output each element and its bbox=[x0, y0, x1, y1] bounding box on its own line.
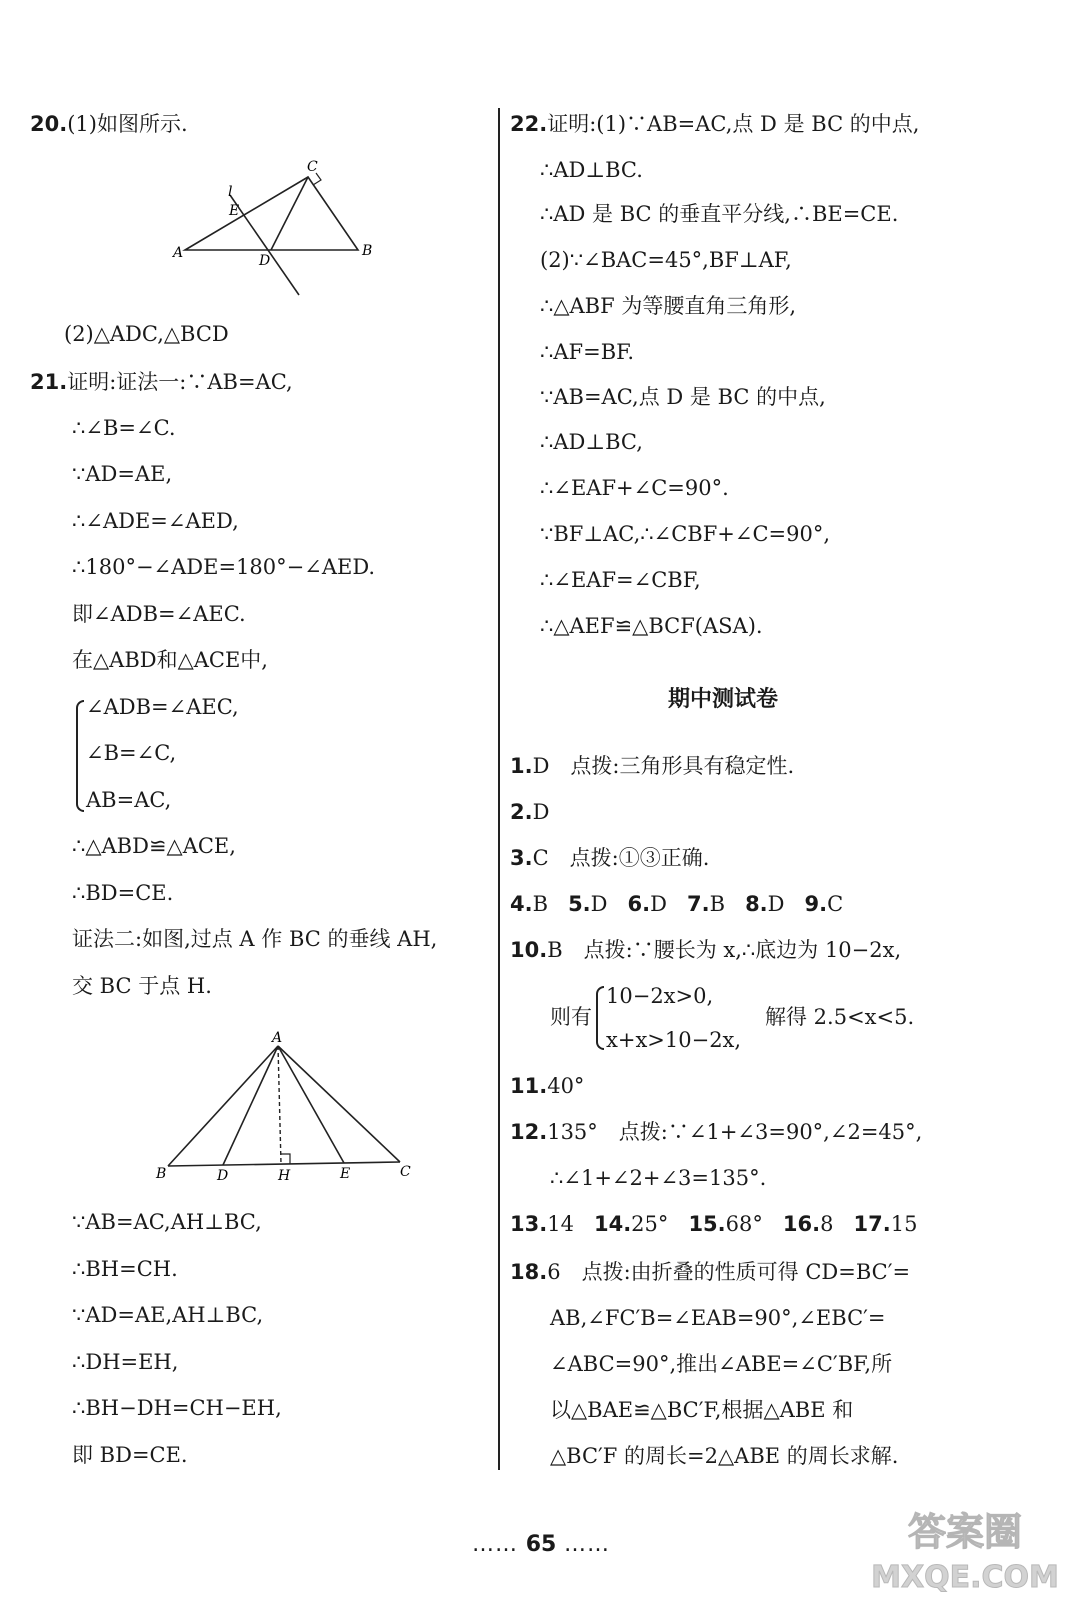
q20-part2: (2)△ADC,△BCD bbox=[64, 322, 229, 346]
label-c: C bbox=[400, 1164, 411, 1180]
answer-10-number: 10. bbox=[510, 938, 548, 962]
answer-10 bbox=[510, 936, 901, 964]
label-d: D bbox=[259, 253, 271, 269]
label-b: B bbox=[362, 243, 373, 259]
answer-10-system-1: 10−2x>0, bbox=[606, 984, 714, 1008]
q21-number: 21. bbox=[30, 370, 68, 394]
q21-line6: 即∠ADB=∠AEC. bbox=[72, 602, 246, 626]
q22-line9: ∴∠EAF+∠C=90°. bbox=[540, 476, 729, 500]
answer-value: B bbox=[532, 892, 549, 916]
q20-part1: (1)如图所示. bbox=[67, 112, 188, 136]
q21-line2: ∴∠B=∠C. bbox=[72, 416, 176, 440]
watermark-logo bbox=[860, 1505, 1070, 1595]
triangle-abc bbox=[185, 177, 358, 250]
q22-line10: ∵BF⊥AC,∴∠CBF+∠C=90°, bbox=[540, 522, 831, 546]
answers-4-to-9 bbox=[510, 890, 843, 918]
answer-18-text: 6 点拨:由折叠的性质可得 CD=BC′= bbox=[547, 1260, 911, 1284]
answers-13-to-17 bbox=[510, 1210, 917, 1238]
answer-value: 15 bbox=[890, 1212, 918, 1236]
q21-line16: ∴BH−DH=CH−EH, bbox=[72, 1396, 282, 1420]
label-a: A bbox=[173, 245, 184, 261]
q21-line5: ∴180°−∠ADE=180°−∠AED. bbox=[72, 555, 376, 579]
q20-line1 bbox=[30, 110, 188, 138]
page-number-value: 65 bbox=[525, 1532, 557, 1557]
label-b: B bbox=[156, 1166, 167, 1182]
answer-2 bbox=[510, 798, 549, 826]
label-e: E bbox=[340, 1166, 351, 1182]
answer-number: 4. bbox=[510, 892, 533, 916]
answer-12-text: 135° 点拨:∵∠1+∠3=90°,∠2=45°, bbox=[547, 1120, 923, 1144]
q22-number: 22. bbox=[510, 112, 548, 136]
q21-system-3: AB=AC, bbox=[86, 788, 172, 812]
answer-11 bbox=[510, 1072, 584, 1100]
q22-line8: ∴AD⊥BC, bbox=[540, 430, 643, 454]
answer-18-line5: △BC′F 的周长=2△ABE 的周长求解. bbox=[550, 1444, 899, 1468]
q22-line4: (2)∵∠BAC=45°,BF⊥AF, bbox=[540, 248, 792, 272]
answer-1-number: 1. bbox=[510, 754, 533, 778]
answer-10-text: B 点拨:∵腰长为 x,∴底边为 10−2x, bbox=[547, 938, 902, 962]
q22-line11: ∴∠EAF=∠CBF, bbox=[540, 568, 701, 592]
q21-system-2: ∠B=∠C, bbox=[86, 741, 177, 765]
watermark-bottom: MXQE.COM bbox=[871, 1560, 1059, 1595]
system-brace-left bbox=[76, 700, 84, 812]
answer-2-text: D bbox=[532, 800, 550, 824]
answer-value: B bbox=[709, 892, 726, 916]
segment-ae bbox=[278, 1046, 344, 1163]
side-ab bbox=[168, 1046, 278, 1166]
answer-2-number: 2. bbox=[510, 800, 533, 824]
answer-18-line3: ∠ABC=90°,推出∠ABE=∠C′BF,所 bbox=[550, 1352, 893, 1376]
answer-value: C bbox=[827, 892, 844, 916]
answer-number: 5. bbox=[568, 892, 591, 916]
base-bc bbox=[168, 1162, 400, 1166]
answer-value: D bbox=[767, 892, 785, 916]
q21-text1: 证明:证法一:∵AB=AC, bbox=[67, 370, 293, 394]
q21-line10: 证法二:如图,过点 A 作 BC 的垂线 AH, bbox=[72, 927, 438, 951]
answer-18-line4: 以△BAE≌△BC′F,根据△ABE 和 bbox=[550, 1398, 854, 1422]
answer-value: 8 bbox=[820, 1212, 834, 1236]
label-h: H bbox=[278, 1168, 291, 1184]
q22-line2: ∴AD⊥BC. bbox=[540, 158, 643, 182]
answer-value: D bbox=[650, 892, 667, 916]
q21-line12: ∵AB=AC,AH⊥BC, bbox=[72, 1210, 262, 1234]
column-divider bbox=[498, 108, 500, 1470]
q22-line3: ∴AD 是 BC 的垂直平分线,∴BE=CE. bbox=[540, 202, 899, 226]
answer-value: D bbox=[590, 892, 608, 916]
answer-11-number: 11. bbox=[510, 1074, 548, 1098]
answer-10-system-2: x+x>10−2x, bbox=[606, 1028, 742, 1052]
section-title: 期中测试卷 bbox=[668, 687, 779, 712]
answer-number: 14. bbox=[593, 1212, 632, 1236]
q21-line17: 即 BD=CE. bbox=[72, 1443, 188, 1467]
q21-line15: ∴DH=EH, bbox=[72, 1350, 179, 1374]
answer-18-number: 18. bbox=[510, 1260, 548, 1284]
q21-line3: ∵AD=AE, bbox=[72, 462, 173, 486]
answer-number: 6. bbox=[627, 892, 651, 916]
answer-10-then: 则有 bbox=[550, 1005, 592, 1029]
answer-1 bbox=[510, 752, 794, 780]
answer-11-text: 40° bbox=[547, 1074, 585, 1098]
q22-line1 bbox=[510, 110, 919, 138]
answer-3-text: C 点拨:①③正确. bbox=[532, 846, 710, 870]
q22-line5: ∴△ABF 为等腰直角三角形, bbox=[540, 294, 797, 318]
segment-ad bbox=[223, 1046, 278, 1165]
figure-triangle-abc-altitude-ah bbox=[150, 1030, 425, 1185]
q20-number: 20. bbox=[30, 112, 68, 136]
answer-12-number: 12. bbox=[510, 1120, 548, 1144]
q21-line11: 交 BC 于点 H. bbox=[72, 974, 212, 998]
answer-18-line2: AB,∠FC′B=∠EAB=90°,∠EBC′= bbox=[550, 1306, 886, 1330]
answer-12-line2: ∴∠1+∠2+∠3=135°. bbox=[550, 1166, 767, 1190]
q21-line7: 在△ABD和△ACE中, bbox=[72, 648, 268, 672]
label-l: l bbox=[228, 184, 233, 200]
q22-line7: ∵AB=AC,点 D 是 BC 的中点, bbox=[540, 385, 826, 409]
answer-3-number: 3. bbox=[510, 846, 533, 870]
answer-value: 68° bbox=[725, 1212, 763, 1236]
answer-number: 15. bbox=[688, 1212, 726, 1236]
answer-number: 16. bbox=[782, 1212, 821, 1236]
q21-system-1: ∠ADB=∠AEC, bbox=[86, 695, 239, 719]
answer-12 bbox=[510, 1118, 922, 1146]
answer-number: 7. bbox=[687, 892, 710, 916]
q21-line9: ∴BD=CE. bbox=[72, 881, 174, 905]
q22-text1: 证明:(1)∵AB=AC,点 D 是 BC 的中点, bbox=[547, 112, 920, 136]
side-ac bbox=[278, 1046, 400, 1162]
answer-10-result: 解得 2.5<x<5. bbox=[765, 1005, 915, 1029]
answer-value: 14 bbox=[547, 1212, 574, 1236]
answer-value: 25° bbox=[631, 1212, 669, 1236]
footer-dots-right: …… bbox=[563, 1532, 610, 1557]
answer-1-text: D 点拨:三角形具有稳定性. bbox=[532, 754, 795, 778]
answer-3 bbox=[510, 844, 709, 872]
label-c: C bbox=[307, 159, 318, 175]
q21-line13: ∴BH=CH. bbox=[72, 1257, 178, 1281]
q21-line14: ∵AD=AE,AH⊥BC, bbox=[72, 1303, 264, 1327]
label-a: A bbox=[272, 1030, 283, 1046]
q21-line1 bbox=[30, 368, 293, 396]
q21-line8: ∴△ABD≌△ACE, bbox=[72, 834, 236, 858]
figure-triangle-abc-perpendicular-bisector bbox=[165, 155, 380, 300]
q21-line4: ∴∠ADE=∠AED, bbox=[72, 509, 239, 533]
answer-number: 13. bbox=[510, 1212, 548, 1236]
line-l bbox=[230, 195, 299, 295]
right-angle-mark-h bbox=[281, 1154, 290, 1164]
answer-number: 17. bbox=[853, 1212, 891, 1236]
altitude-ah bbox=[278, 1046, 281, 1164]
watermark-top: 答案圈 bbox=[907, 1510, 1023, 1554]
answer-number: 9. bbox=[804, 892, 828, 916]
label-d: D bbox=[217, 1168, 229, 1184]
label-e: E bbox=[229, 203, 240, 219]
answer-18 bbox=[510, 1258, 910, 1286]
q22-line12: ∴△AEF≌△BCF(ASA). bbox=[540, 614, 763, 638]
system-brace-10 bbox=[596, 986, 604, 1050]
answer-number: 8. bbox=[745, 892, 768, 916]
footer-dots-left: …… bbox=[472, 1532, 519, 1557]
q22-line6: ∴AF=BF. bbox=[540, 340, 635, 364]
